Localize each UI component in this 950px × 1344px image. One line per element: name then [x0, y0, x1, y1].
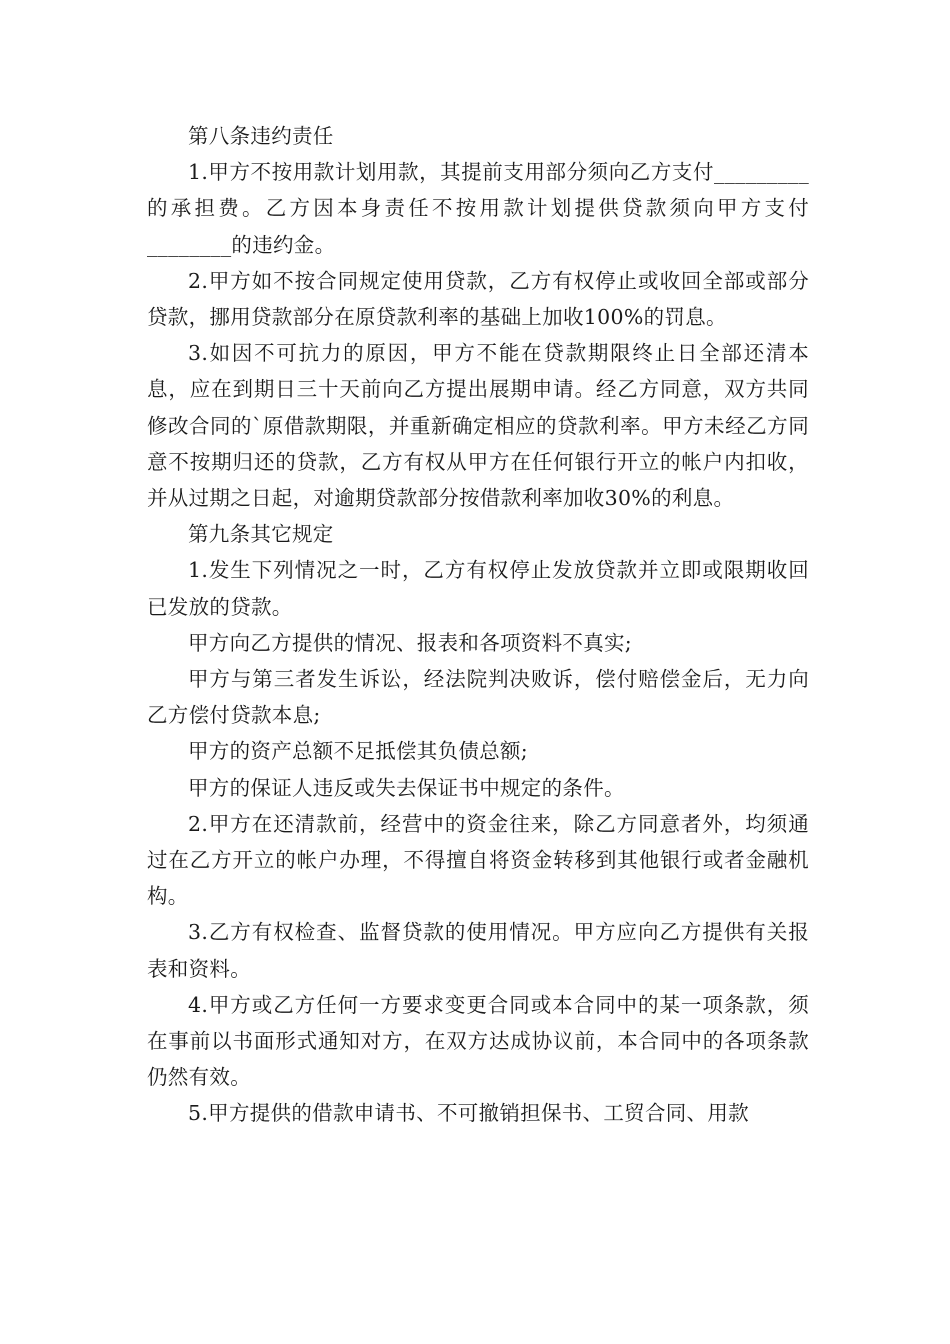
article-8-clause-1: 1.甲方不按用款计划用款，其提前支用部分须向乙方支付_________的承担费。乙方因本身责任不按用款计划提供贷款须向甲方支付________的违约金。 [147, 160, 809, 257]
article-9-condition-3: 甲方的资产总额不足抵偿其负债总额; [188, 739, 529, 764]
article-9-clause-1: 1.发生下列情况之一时，乙方有权停止发放贷款并立即或限期收回已发放的贷款。 [147, 558, 809, 619]
document-page [147, 118, 809, 1132]
article-9-clause-2: 2.甲方在还清款前，经营中的资金往来，除乙方同意者外，均须通过在乙方开立的帐户办理，不得擅自将资金转移到其他银行或者金融机构。 [147, 811, 809, 909]
article-9-clause-3: 3.乙方有权检查、监督贷款的使用情况。甲方应向乙方提供有关报表和资料。 [147, 920, 809, 981]
article-8-clause-2: 2.甲方如不按合同规定使用贷款，乙方有权停止或收回全部或部分贷款，挪用贷款部分在原贷款利率的基础上加收100%的罚息。 [147, 268, 809, 330]
article-9-condition-2: 甲方与第三者发生诉讼，经法院判决败诉，偿付赔偿金后，无力向乙方偿付贷款本息; [147, 667, 809, 728]
article-9-condition-4: 甲方的保证人违反或失去保证书中规定的条件。 [188, 775, 625, 800]
article-9-condition-1: 甲方向乙方提供的情况、报表和各项资料不真实; [188, 630, 633, 655]
article-9-clause-5: 5.甲方提供的借款申请书、不可撤销担保书、工贸合同、用款 [188, 1101, 749, 1126]
article-9-clause-4: 4.甲方或乙方任何一方要求变更合同或本合同中的某一项条款，须在事前以书面形式通知对方，在双方达成协议前，本合同中的各项条款仍然有效。 [147, 992, 809, 1090]
article-9-heading: 第九条其它规定 [188, 522, 334, 547]
article-8-heading: 第八条违约责任 [188, 124, 334, 148]
article-8-clause-3: 3.如因不可抗力的原因，甲方不能在贷款期限终止日全部还清本息，应在到期日三十天前向乙方提出展期申请。经乙方同意，双方共同修改合同的`原借款期限，并重新确定相应的贷款利率。甲方未经乙方同意不按期归还的贷款，乙方有权从甲方在任何银行开立的帐户内扣收，并从过期之日起，对逾期贷款部分按借款利率加收30%的利息。 [147, 341, 809, 511]
